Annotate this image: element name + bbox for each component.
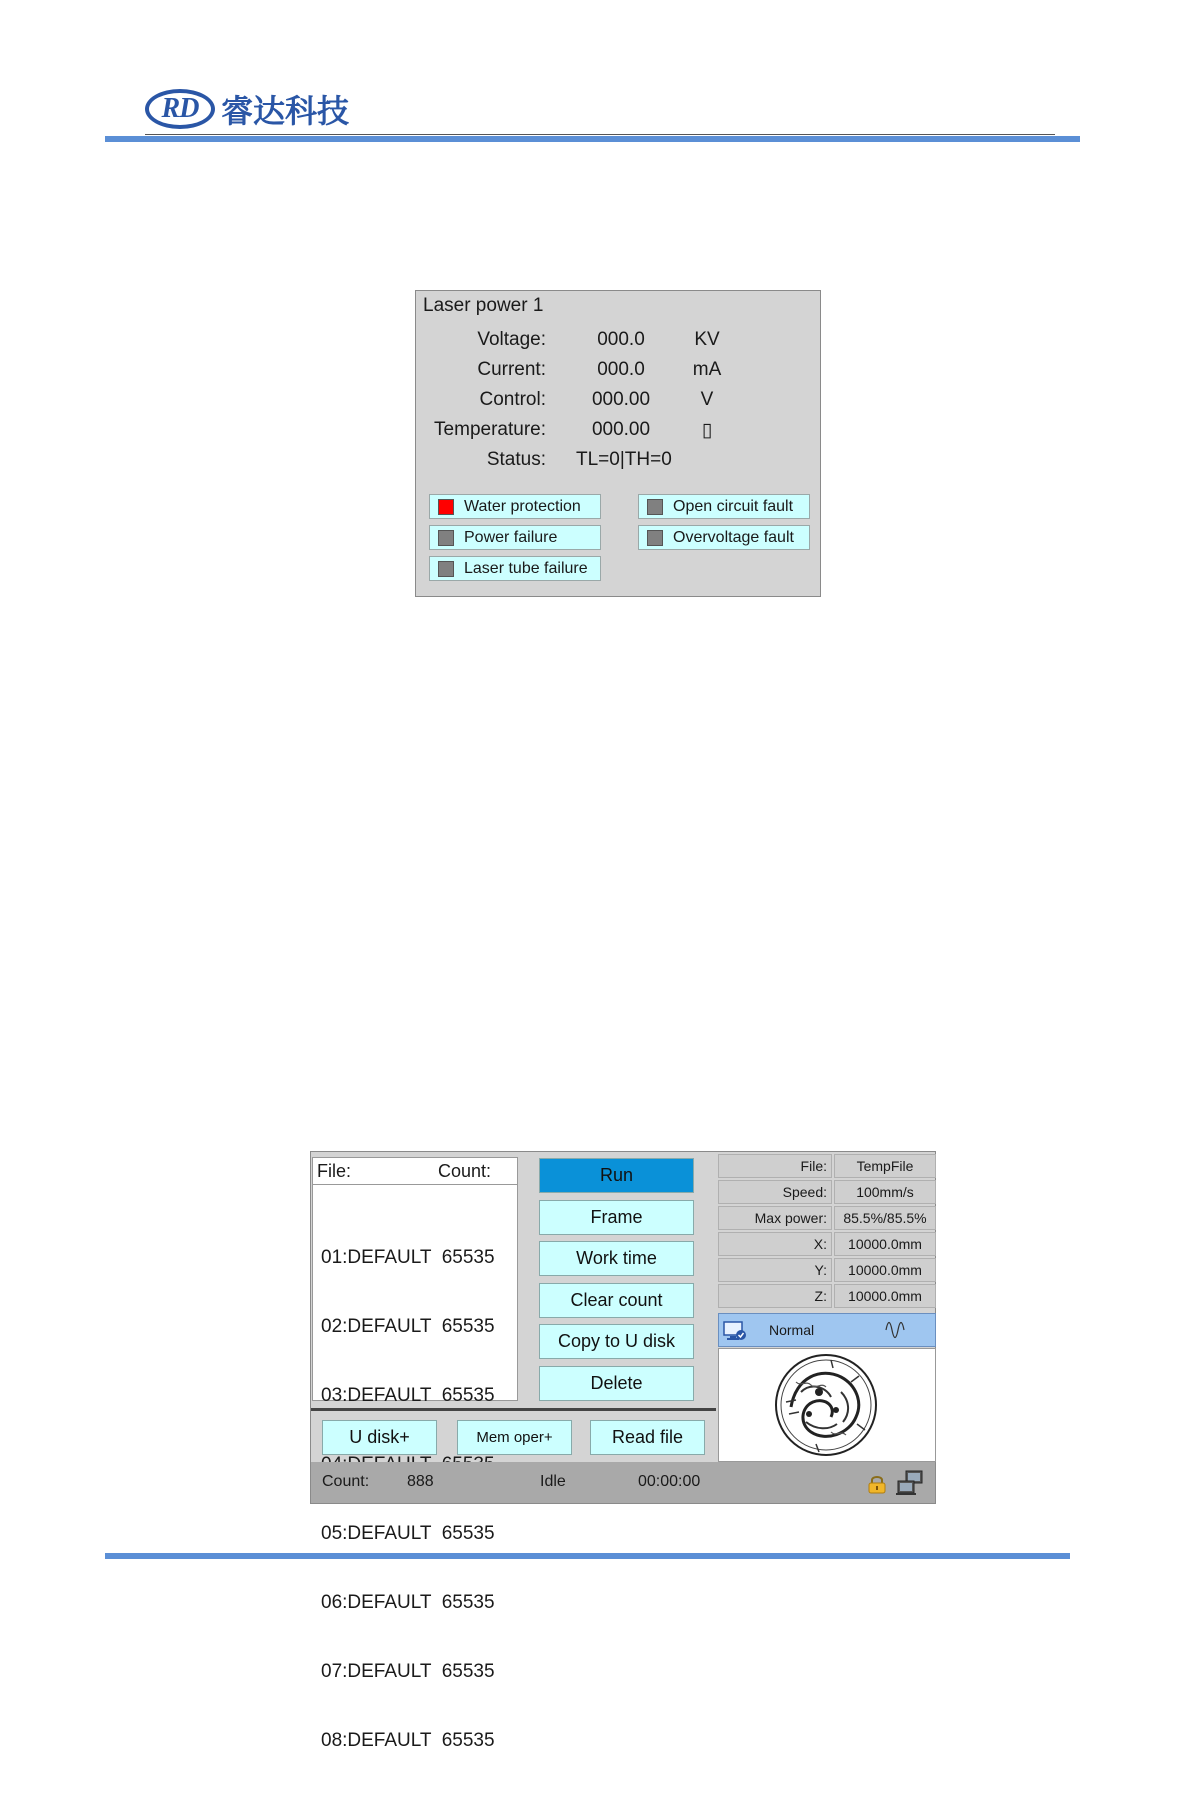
list-item[interactable]: 02:DEFAULT 65535 — [321, 1316, 495, 1337]
fault-indicator — [647, 499, 663, 515]
control-row — [416, 389, 822, 415]
status-label: Status: — [486, 449, 546, 470]
fault-indicator — [647, 530, 663, 546]
job-info-table — [718, 1154, 936, 1310]
info-row-speed — [718, 1180, 936, 1204]
current-value: 000.0 — [597, 359, 645, 380]
elapsed-time: 00:00:00 — [638, 1473, 701, 1490]
voltage-unit: KV — [694, 329, 720, 350]
footer-rule — [105, 1553, 1070, 1559]
control-label: Control: — [479, 389, 546, 410]
info-label: Max power: — [718, 1206, 832, 1230]
current-label: Current: — [477, 359, 546, 380]
control-value: 000.00 — [591, 389, 651, 410]
info-value: TempFile — [834, 1154, 936, 1178]
voltage-value: 000.0 — [597, 329, 645, 350]
info-value: 10000.0mm — [834, 1232, 936, 1256]
fault-laser-tube-failure — [429, 556, 601, 581]
fault-water-protection — [429, 494, 601, 519]
dragon-preview-image — [771, 1352, 881, 1458]
info-label: Z: — [718, 1284, 832, 1308]
count-value: 888 — [407, 1473, 434, 1490]
list-item[interactable]: 07:DEFAULT 65535 — [321, 1661, 495, 1682]
voltage-label: Voltage: — [477, 329, 546, 350]
fault-power-failure — [429, 525, 601, 550]
fault-label: Water protection — [464, 497, 581, 515]
current-unit: mA — [692, 359, 722, 380]
info-label: X: — [718, 1232, 832, 1256]
info-value: 85.5%/85.5% — [834, 1206, 936, 1230]
work-time-button[interactable]: Work time — [539, 1241, 694, 1276]
fault-label: Open circuit fault — [673, 497, 794, 515]
fault-label: Overvoltage fault — [673, 528, 794, 546]
temperature-unit: ▯ — [701, 420, 713, 441]
laser-power-panel — [415, 290, 821, 597]
status-row — [416, 449, 822, 475]
fault-indicator — [438, 561, 454, 577]
temperature-label: Temperature: — [434, 419, 546, 440]
frame-button[interactable]: Frame — [539, 1200, 694, 1235]
info-row-file — [718, 1154, 936, 1178]
machine-state: Idle — [540, 1473, 566, 1490]
control-unit: V — [700, 389, 714, 410]
file-list-header — [313, 1158, 517, 1185]
status-bar — [311, 1462, 935, 1503]
company-name: 睿达科技 — [221, 92, 350, 130]
info-row-y — [718, 1258, 936, 1282]
info-row-x — [718, 1232, 936, 1256]
list-item[interactable]: 05:DEFAULT 65535 — [321, 1523, 495, 1544]
clear-count-button[interactable]: Clear count — [539, 1283, 694, 1318]
info-label: Speed: — [718, 1180, 832, 1204]
temperature-row — [416, 419, 822, 445]
info-row-z — [718, 1284, 936, 1308]
mode-bar — [718, 1313, 936, 1347]
copy-to-u-disk-button[interactable]: Copy to U disk — [539, 1324, 694, 1359]
info-label: File: — [718, 1154, 832, 1178]
status-value: TL=0|TH=0 — [576, 449, 672, 470]
waveform-icon — [884, 1318, 908, 1342]
fault-indicator — [438, 499, 454, 515]
fault-overvoltage — [638, 525, 810, 550]
voltage-row — [416, 329, 822, 355]
list-item[interactable]: 03:DEFAULT 65535 — [321, 1385, 495, 1406]
delete-button[interactable]: Delete — [539, 1366, 694, 1401]
list-item[interactable]: 01:DEFAULT 65535 — [321, 1247, 495, 1268]
count-column-header: Count: — [438, 1161, 492, 1181]
mem-oper-button[interactable]: Mem oper+ — [457, 1420, 572, 1455]
lock-icon — [868, 1474, 886, 1494]
list-item[interactable]: 06:DEFAULT 65535 — [321, 1592, 495, 1613]
fault-indicator — [438, 530, 454, 546]
main-control-screen — [310, 1151, 936, 1751]
job-preview — [718, 1348, 936, 1462]
monitor-check-icon — [723, 1320, 747, 1342]
fault-open-circuit — [638, 494, 810, 519]
info-row-max-power — [718, 1206, 936, 1230]
list-item[interactable]: 08:DEFAULT 65535 — [321, 1730, 495, 1751]
run-button[interactable]: Run — [539, 1158, 694, 1193]
fault-label: Laser tube failure — [464, 559, 588, 577]
company-logo — [145, 86, 349, 132]
info-value: 10000.0mm — [834, 1258, 936, 1282]
info-label: Y: — [718, 1258, 832, 1282]
read-file-button[interactable]: Read file — [590, 1420, 705, 1455]
u-disk-button[interactable]: U disk+ — [322, 1420, 437, 1455]
count-label: Count: — [322, 1473, 370, 1490]
panel-title: Laser power 1 — [423, 295, 544, 316]
info-value: 10000.0mm — [834, 1284, 936, 1308]
button-separator — [311, 1408, 716, 1411]
fault-label: Power failure — [464, 528, 558, 546]
info-value: 100mm/s — [834, 1180, 936, 1204]
network-icon — [896, 1470, 924, 1496]
header-rule — [105, 136, 1080, 142]
header-rule-thin — [145, 134, 1055, 135]
mode-label: Normal — [769, 1322, 815, 1338]
file-column-header: File: — [317, 1161, 352, 1181]
temperature-value: 000.00 — [591, 419, 651, 440]
logo-mark: RD — [145, 89, 215, 129]
current-row — [416, 359, 822, 385]
